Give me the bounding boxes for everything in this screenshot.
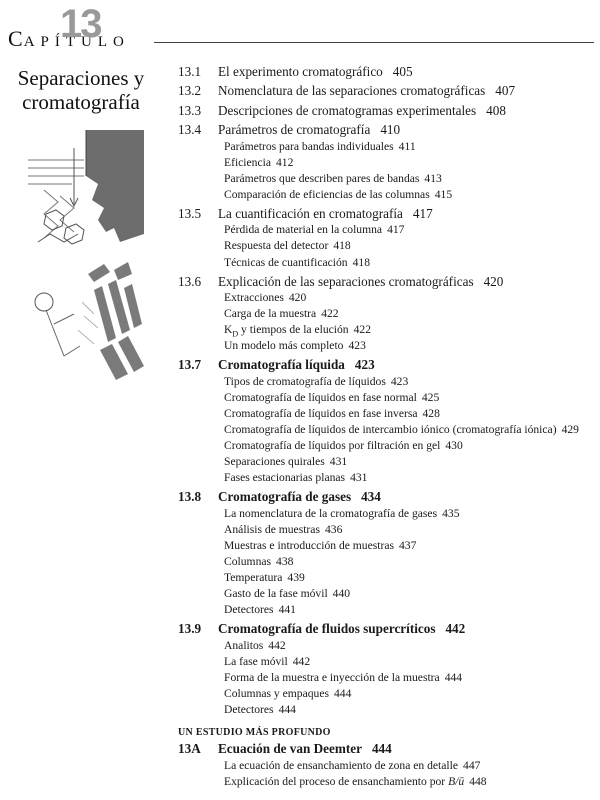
subsection-page: 442 bbox=[268, 638, 286, 652]
toc-subsection-row bbox=[178, 586, 596, 602]
section-page: 444 bbox=[371, 741, 392, 757]
subsection-title: Parámetros que describen pares de bandas bbox=[224, 171, 420, 185]
subsection-page: 423 bbox=[348, 339, 366, 353]
subsection-title: Parámetros para bandas individuales bbox=[224, 139, 394, 153]
section-page: 405 bbox=[392, 64, 413, 79]
toc-subsection-row bbox=[178, 602, 596, 618]
subsection-page: 415 bbox=[434, 187, 453, 201]
subsection-page: 418 bbox=[333, 239, 351, 253]
toc-subsection-row bbox=[178, 374, 596, 390]
subsection-page: 422 bbox=[353, 323, 371, 337]
toc-section-row bbox=[178, 741, 596, 757]
section-title bbox=[218, 274, 503, 290]
toc-subsection-row bbox=[178, 638, 596, 654]
subsection-title: Carga de la muestra bbox=[224, 307, 317, 321]
section-number: 13.3 bbox=[178, 102, 202, 118]
section-title-text: Nomenclatura de las separaciones cromatográficas bbox=[218, 83, 486, 99]
section-title bbox=[218, 357, 375, 373]
toc-subsection-row bbox=[178, 438, 596, 454]
subsection-title: La ecuación de ensanchamiento de zona en detalle bbox=[224, 758, 459, 772]
subsection-title: Análisis de muestras bbox=[224, 522, 320, 536]
subscript: D bbox=[232, 329, 239, 339]
chapter-title bbox=[6, 66, 156, 114]
subsection-title: Temperatura bbox=[224, 571, 283, 585]
section-page: 442 bbox=[445, 621, 466, 637]
chapter-title-line2: cromatografía bbox=[22, 90, 140, 114]
toc-subsection-row bbox=[178, 322, 596, 338]
toc-subsection-row bbox=[178, 774, 596, 790]
subsection-title: Analitos bbox=[224, 638, 264, 652]
section-title-text: Ecuación de van Deemter bbox=[218, 741, 362, 757]
toc-subsection-row bbox=[178, 758, 596, 774]
subsection-page: 429 bbox=[561, 423, 579, 437]
subsection-title: Detectores bbox=[224, 603, 274, 617]
toc-subsection-row bbox=[178, 238, 596, 254]
subsection-page: 423 bbox=[390, 374, 409, 388]
chromatography-illustration-icon bbox=[24, 124, 150, 400]
subsection-page: 438 bbox=[276, 555, 294, 569]
toc-section-row bbox=[178, 103, 596, 119]
toc-subsection-row bbox=[178, 155, 596, 171]
toc-subsection-row bbox=[178, 686, 596, 702]
subsection-page: 444 bbox=[444, 671, 463, 685]
section-number: 13.7 bbox=[178, 357, 202, 373]
section-title-text: Parámetros de cromatografía bbox=[218, 122, 371, 138]
subsection-title: Explicación del proceso de ensanchamiento por bbox=[224, 774, 449, 788]
section-number: 13.1 bbox=[178, 64, 202, 79]
toc-subsection-row bbox=[178, 422, 596, 438]
subsection-title: Tipos de cromatografía de líquidos bbox=[224, 374, 386, 388]
subsection-page: 431 bbox=[329, 455, 348, 469]
toc-subsection-row bbox=[178, 702, 596, 718]
toc-subsection-row bbox=[178, 470, 596, 486]
subsection-page: 435 bbox=[442, 506, 460, 520]
table-of-contents bbox=[178, 64, 596, 793]
section-title bbox=[218, 489, 381, 505]
section-page: 408 bbox=[486, 102, 506, 118]
section-title-text: El experimento cromatográfico bbox=[218, 64, 383, 79]
subsection-page: 442 bbox=[292, 654, 311, 668]
section-title-text: Descripciones de cromatogramas experimentales bbox=[218, 102, 477, 118]
section-title-text: Explicación de las separaciones cromatográficas bbox=[218, 273, 474, 289]
subsection-title: Extracciones bbox=[224, 291, 284, 304]
subsection-title: Técnicas de cuantificación bbox=[224, 255, 348, 269]
subsection-page: 444 bbox=[333, 687, 352, 701]
subsection-page: 430 bbox=[445, 439, 463, 453]
subsection-page: 428 bbox=[422, 406, 440, 420]
subsection-title: Cromatografía de líquidos por filtración en gel bbox=[224, 439, 441, 453]
toc-subsection-row bbox=[178, 406, 596, 422]
toc-section-row bbox=[178, 274, 596, 290]
section-number: 13.6 bbox=[178, 273, 202, 289]
toc-subsection-row bbox=[178, 670, 596, 686]
toc-section-row bbox=[178, 357, 596, 373]
toc-subsection-row bbox=[178, 255, 596, 271]
toc-subsection-row bbox=[178, 139, 596, 155]
subsection-page: 436 bbox=[324, 522, 343, 536]
subsection-page: 417 bbox=[387, 223, 405, 237]
subsection-page: 431 bbox=[350, 471, 368, 485]
section-title bbox=[218, 122, 400, 138]
subsection-title: Detectores bbox=[224, 703, 274, 717]
subsection-title: K bbox=[224, 323, 233, 337]
subsection-page: 437 bbox=[399, 539, 417, 552]
subsection-title: Pérdida de material en la columna bbox=[224, 223, 383, 237]
toc-subsection-row bbox=[178, 338, 596, 354]
chapter-header bbox=[4, 4, 594, 50]
toc-subsection-row bbox=[178, 390, 596, 406]
section-page: 410 bbox=[380, 122, 401, 138]
header-rule bbox=[154, 42, 594, 43]
section-title bbox=[218, 64, 413, 80]
study-heading: UN ESTUDIO MÁS PROFUNDO bbox=[178, 727, 331, 739]
subsection-page: 422 bbox=[321, 307, 339, 321]
subsection-title: Eficiencia bbox=[224, 155, 271, 169]
subsection-page: 418 bbox=[352, 255, 370, 269]
section-number: 13A bbox=[178, 741, 201, 757]
spacer bbox=[178, 790, 596, 793]
section-number: 13.4 bbox=[178, 122, 202, 138]
subsection-page: 425 bbox=[421, 390, 440, 404]
toc-section-row bbox=[178, 64, 596, 80]
subsection-page: 439 bbox=[287, 571, 305, 585]
subsection-page: 444 bbox=[278, 703, 296, 717]
section-title-text: Cromatografía de gases bbox=[218, 489, 352, 505]
subsection-title: La nomenclatura de la cromatografía de gases bbox=[224, 506, 438, 520]
toc-subsection-row bbox=[178, 290, 596, 306]
subsection-title: Forma de la muestra e inyección de la muestra bbox=[224, 671, 440, 685]
toc-section-row bbox=[178, 621, 596, 637]
toc-subsection-row bbox=[178, 654, 596, 670]
toc-subsection-row bbox=[178, 306, 596, 322]
subsection-title: Columnas bbox=[224, 555, 272, 569]
chapter-number: 13 bbox=[60, 2, 101, 46]
subsection-title: Respuesta del detector bbox=[224, 239, 329, 253]
subsection-page: 411 bbox=[398, 139, 416, 153]
section-page: 423 bbox=[354, 357, 375, 373]
section-title bbox=[218, 83, 515, 99]
toc-subsection-row bbox=[178, 222, 596, 238]
subsection-title-after: y tiempos de la elución bbox=[238, 323, 349, 337]
section-number: 13.2 bbox=[178, 83, 202, 99]
subsection-title: La fase móvil bbox=[224, 654, 288, 668]
toc-subsection-row bbox=[178, 506, 596, 522]
section-page: 407 bbox=[495, 83, 516, 99]
subsection-title: Un modelo más completo bbox=[224, 339, 344, 353]
toc-section-row bbox=[178, 83, 596, 99]
section-page: 420 bbox=[483, 273, 504, 289]
subsection-page: 448 bbox=[469, 774, 487, 788]
subsection-title: Cromatografía de líquidos en fase normal bbox=[224, 390, 417, 404]
chapter-label: CAPÍTULO bbox=[8, 26, 130, 51]
section-title bbox=[218, 741, 392, 757]
spacer bbox=[178, 718, 596, 721]
toc-section-row bbox=[178, 122, 596, 138]
section-title bbox=[218, 103, 506, 119]
subsection-title: Cromatografía de líquidos de intercambio iónico (cromatografía iónica) bbox=[224, 423, 557, 437]
toc-section-row bbox=[178, 489, 596, 505]
section-title-text: Cromatografía líquida bbox=[218, 357, 345, 373]
section-title-text: La cuantificación en cromatografía bbox=[218, 205, 403, 221]
toc-subsection-row bbox=[178, 454, 596, 470]
toc-subsection-row bbox=[178, 187, 596, 203]
subsection-page: 412 bbox=[276, 155, 294, 169]
toc-subsection-row bbox=[178, 570, 596, 586]
toc-subsection-row bbox=[178, 522, 596, 538]
subsection-page: 440 bbox=[332, 587, 351, 601]
subsection-title: Comparación de eficiencias de las columnas bbox=[224, 187, 430, 201]
toc-subsection-row bbox=[178, 554, 596, 570]
section-number: 13.8 bbox=[178, 489, 202, 505]
section-page: 434 bbox=[361, 489, 381, 505]
subsection-title: Cromatografía de líquidos en fase inversa bbox=[224, 406, 418, 420]
section-number: 13.9 bbox=[178, 621, 202, 637]
section-title bbox=[218, 621, 465, 637]
subsection-page: 447 bbox=[463, 758, 481, 772]
section-title-text: Cromatografía de fluidos supercríticos bbox=[218, 621, 436, 637]
subsection-page: 413 bbox=[424, 171, 442, 185]
section-title bbox=[218, 206, 433, 222]
toc-section-row bbox=[178, 206, 596, 222]
subsection-title: Separaciones quirales bbox=[224, 455, 325, 469]
section-page: 417 bbox=[412, 205, 433, 221]
subsection-title: Fases estacionarias planas bbox=[224, 471, 346, 485]
math-expression: B/ū bbox=[448, 774, 465, 788]
toc-subsection-row bbox=[178, 171, 596, 187]
chapter-title-line1: Separaciones y bbox=[17, 66, 145, 90]
subsection-page: 420 bbox=[288, 291, 307, 304]
subsection-title: Gasto de la fase móvil bbox=[224, 587, 328, 601]
subsection-title: Muestras e introducción de muestras bbox=[224, 539, 394, 552]
subsection-title: Columnas y empaques bbox=[224, 687, 329, 701]
subsection-page: 441 bbox=[278, 603, 296, 617]
section-number: 13.5 bbox=[178, 205, 202, 221]
toc-subsection-row bbox=[178, 538, 596, 554]
